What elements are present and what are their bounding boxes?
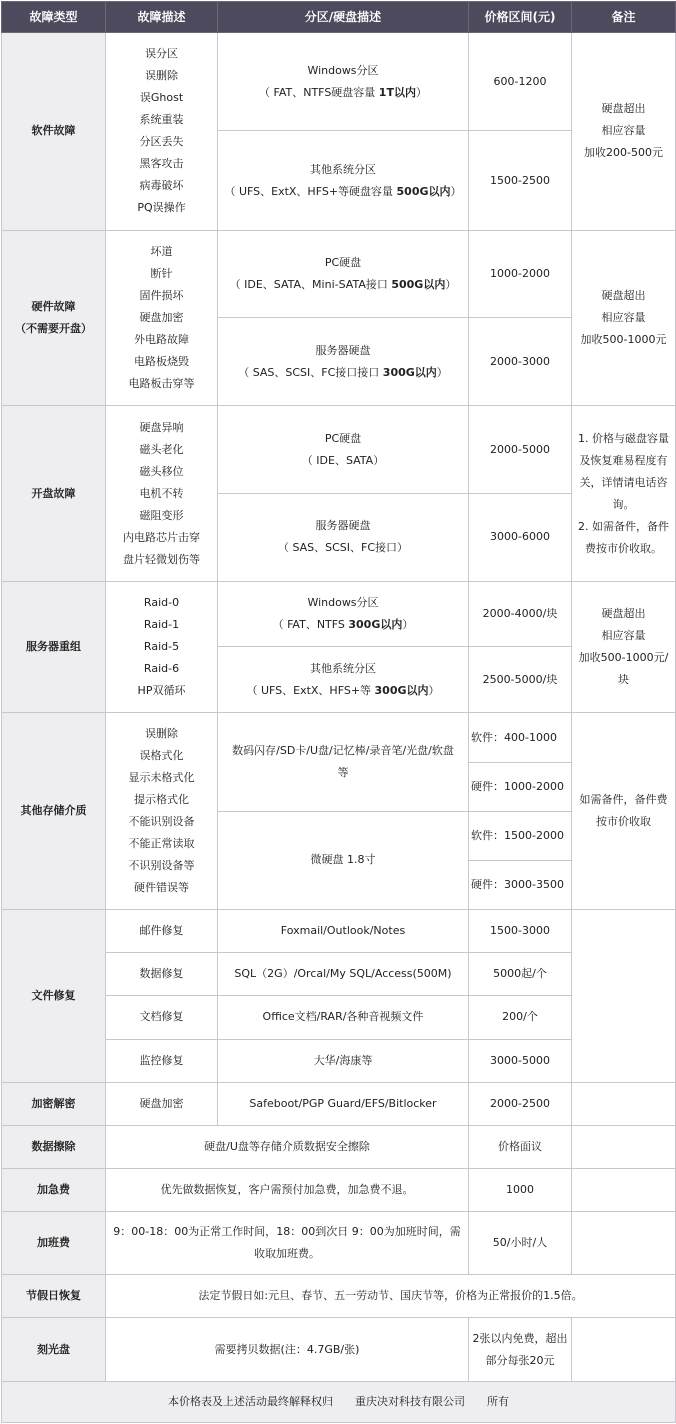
- header-partition-desc: 分区/硬盘描述: [218, 2, 469, 33]
- price-cell: 2000-2500: [469, 1082, 572, 1125]
- remark-cell: 1. 价格与磁盘容量 及恢复难易程度有 关，详情请电话咨 询。 2. 如需备件，备件 费按市价收取。: [572, 406, 676, 582]
- partition-desc: Windows分区 （ FAT、NTFS 300G以内）: [218, 581, 469, 646]
- media-desc: 大华/海康等: [218, 1039, 469, 1082]
- price-cell: 2500-5000/块: [469, 647, 572, 713]
- price-cell: 1000: [469, 1168, 572, 1211]
- fault-desc: 邮件修复: [106, 910, 218, 953]
- remark-cell: 如需备件，备件费 按市价收取: [572, 713, 676, 910]
- fault-desc: 监控修复: [106, 1039, 218, 1082]
- price-cell: 价格面议: [469, 1125, 572, 1168]
- service-desc: 需要拷贝数据(注：4.7GB/张): [106, 1318, 469, 1381]
- price-cell: 软件：400-1000: [469, 713, 572, 762]
- media-desc: Safeboot/PGP Guard/EFS/Bitlocker: [218, 1082, 469, 1125]
- table-row: [2, 1168, 676, 1211]
- category-burn-disc: 刻光盘: [2, 1318, 106, 1381]
- media-desc: Foxmail/Outlook/Notes: [218, 910, 469, 953]
- price-cell: 3000-5000: [469, 1039, 572, 1082]
- remark-cell: 硬盘超出 相应容量 加收200-500元: [572, 33, 676, 231]
- table-row: [2, 1082, 676, 1125]
- partition-desc: 服务器硬盘 （ SAS、SCSI、FC接口）: [218, 493, 469, 581]
- category-open-disk: 开盘故障: [2, 406, 106, 582]
- header-fault-type: 故障类型: [2, 2, 106, 33]
- category-urgent: 加急费: [2, 1168, 106, 1211]
- fault-desc: 文档修复: [106, 996, 218, 1039]
- price-cell: 50/小时/人: [469, 1212, 572, 1275]
- price-table: [1, 1, 676, 1423]
- partition-desc: PC硬盘 （ IDE、SATA、Mini-SATA接口 500G以内）: [218, 230, 469, 317]
- media-desc: SQL（2G）/Orcal/My SQL/Access(500M): [218, 953, 469, 996]
- price-cell: 5000起/个: [469, 953, 572, 996]
- fault-desc-list: 误删除 误格式化 显示未格式化 提示格式化 不能识别设备 不能正常读取 不识别设备等 硬件错误等: [106, 713, 218, 910]
- price-cell: 1000-2000: [469, 230, 572, 317]
- remark-cell: [572, 1168, 676, 1211]
- footer-row: [2, 1381, 676, 1422]
- price-cell: 600-1200: [469, 33, 572, 131]
- category-other-storage: 其他存储介质: [2, 713, 106, 910]
- price-cell: 软件：1500-2000: [469, 811, 572, 860]
- fault-desc: 硬盘加密: [106, 1082, 218, 1125]
- partition-desc: 服务器硬盘 （ SAS、SCSI、FC接口接口 300G以内）: [218, 318, 469, 406]
- price-cell: 1500-2500: [469, 131, 572, 230]
- partition-desc: Windows分区 （ FAT、NTFS硬盘容量 1T以内）: [218, 33, 469, 131]
- price-cell: 硬件：1000-2000: [469, 762, 572, 811]
- media-desc: 数码闪存/SD卡/U盘/记忆棒/录音笔/光盘/软盘 等: [218, 713, 469, 811]
- footer-text: 本价格表及上述活动最终解释权归 重庆决对科技有限公司 所有: [2, 1381, 676, 1422]
- table-row: [2, 230, 676, 317]
- fault-desc-list: Raid-0 Raid-1 Raid-5 Raid-6 HP双循环: [106, 581, 218, 712]
- remark-cell: 硬盘超出 相应容量 加收500-1000元: [572, 230, 676, 406]
- media-desc: Office文档/RAR/各种音视频文件: [218, 996, 469, 1039]
- category-file-repair: 文件修复: [2, 910, 106, 1083]
- price-cell: 200/个: [469, 996, 572, 1039]
- table-row: [2, 910, 676, 953]
- remark-cell: [572, 1318, 676, 1381]
- service-desc: 9：00-18：00为正常工作时间，18：00到次日 9：00为加班时间，需 收取加班费。: [106, 1212, 469, 1275]
- fault-desc: 数据修复: [106, 953, 218, 996]
- service-desc: 硬盘/U盘等存储介质数据安全擦除: [106, 1125, 469, 1168]
- category-overtime: 加班费: [2, 1212, 106, 1275]
- category-hardware: 硬件故障 （不需要开盘）: [2, 230, 106, 406]
- header-price-range: 价格区间(元): [469, 2, 572, 33]
- category-decrypt: 加密解密: [2, 1082, 106, 1125]
- service-desc: 法定节假日如:元旦、春节、五一劳动节、国庆节等，价格为正常报价的1.5倍。: [106, 1275, 676, 1318]
- table-row: [2, 1275, 676, 1318]
- fault-desc-list: 硬盘异响 磁头老化 磁头移位 电机不转 磁阻变形 内电路芯片击穿 盘片轻微划伤等: [106, 406, 218, 582]
- category-server: 服务器重组: [2, 581, 106, 712]
- remark-cell: [572, 1082, 676, 1125]
- price-cell: 硬件：3000-3500: [469, 860, 572, 909]
- media-desc: 微硬盘 1.8寸: [218, 811, 469, 909]
- remark-cell: [572, 910, 676, 1083]
- service-desc: 优先做数据恢复，客户需预付加急费，加急费不退。: [106, 1168, 469, 1211]
- table-row: [2, 1318, 676, 1381]
- header-fault-desc: 故障描述: [106, 2, 218, 33]
- remark-cell: [572, 1212, 676, 1275]
- remark-cell: [572, 1125, 676, 1168]
- remark-cell: 硬盘超出 相应容量 加收500-1000元/块: [572, 581, 676, 712]
- price-cell: 1500-3000: [469, 910, 572, 953]
- price-cell: 2000-4000/块: [469, 581, 572, 646]
- partition-desc: 其他系统分区 （ UFS、ExtX、HFS+等硬盘容量 500G以内）: [218, 131, 469, 230]
- fault-desc-list: 误分区 误删除 误Ghost 系统重装 分区丢失 黑客攻击 病毒破坏 PQ误操作: [106, 33, 218, 231]
- table-header-row: [2, 2, 676, 33]
- price-cell: 2000-5000: [469, 406, 572, 493]
- partition-desc: PC硬盘 （ IDE、SATA）: [218, 406, 469, 493]
- table-row: [2, 406, 676, 493]
- table-row: [2, 33, 676, 131]
- category-erase: 数据擦除: [2, 1125, 106, 1168]
- partition-desc: 其他系统分区 （ UFS、ExtX、HFS+等 300G以内）: [218, 647, 469, 713]
- table-row: [2, 1212, 676, 1275]
- category-software: 软件故障: [2, 33, 106, 231]
- fault-desc-list: 坏道 断针 固件损坏 硬盘加密 外电路故障 电路板烧毁 电路板击穿等: [106, 230, 218, 406]
- table-row: [2, 1125, 676, 1168]
- price-cell: 3000-6000: [469, 493, 572, 581]
- header-remark: 备注: [572, 2, 676, 33]
- table-row: [2, 713, 676, 762]
- table-row: [2, 581, 676, 646]
- price-cell: 2000-3000: [469, 318, 572, 406]
- category-holiday: 节假日恢复: [2, 1275, 106, 1318]
- price-cell: 2张以内免费，超出 部分每张20元: [469, 1318, 572, 1381]
